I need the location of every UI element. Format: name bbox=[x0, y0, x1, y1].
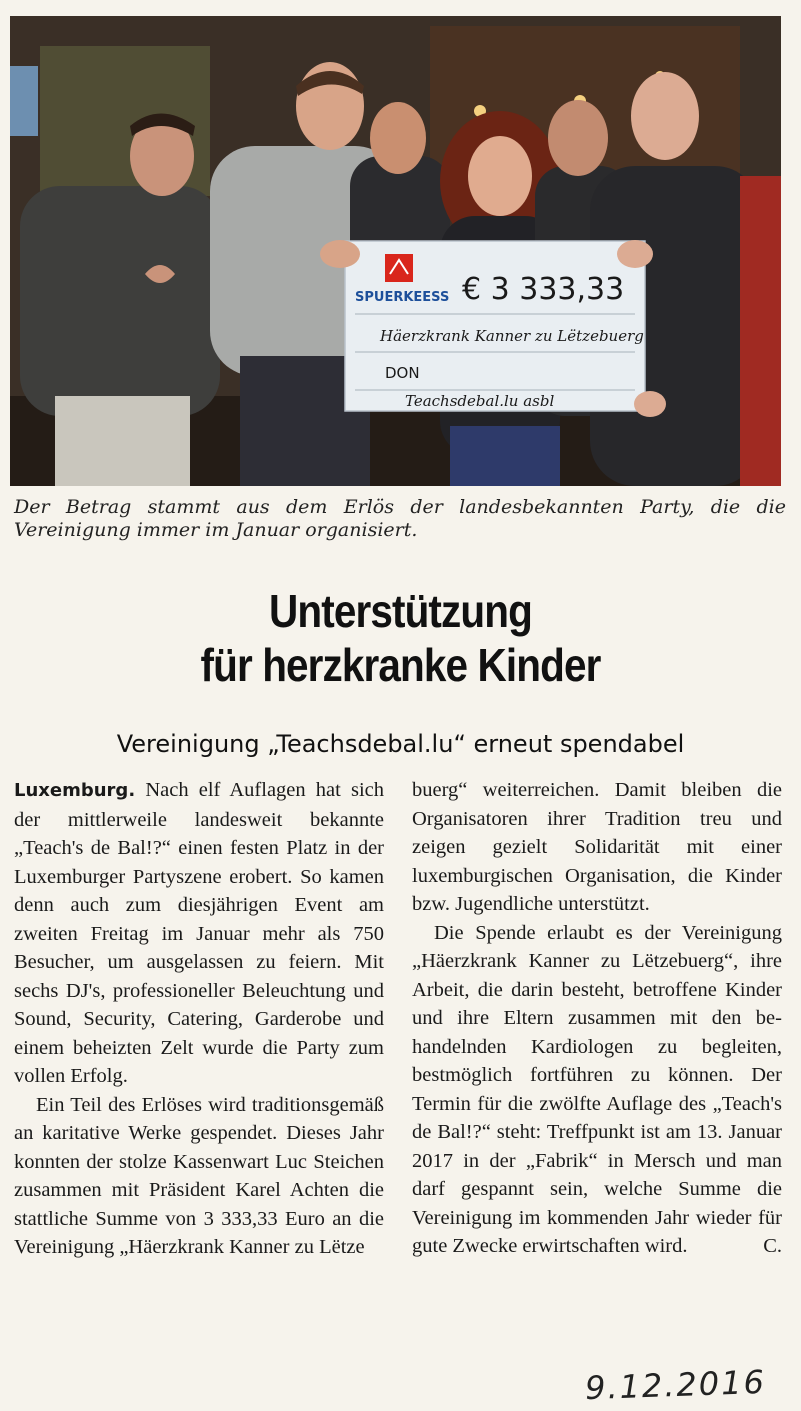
photo-caption: Der Betrag stammt aus dem Erlös der landesbekannten Party, die die Vereinigung immer im Januar organisiert. bbox=[14, 496, 786, 541]
cheque-amount: € 3 333,33 bbox=[462, 272, 625, 307]
paragraph: buerg“ weiterreichen. Damit bleiben die Organisatoren ihrer Tradition treu und zeigen gezielt Solidarität mit einer luxemburgischen Organisation, die Kinder bzw. Jugendliche unterstützt. bbox=[412, 779, 782, 915]
paragraph: Ein Teil des Erlöses wird traditionsgemäß an karitative Werke gespendet. Dieses Jahr konnten der stolze Kassenwart Luc Steichen zusammen mit Präsident Karel Achten die stattliche Summe von 3 333,33 Euro an die Vereinigung „Häerzkrank Kanner zu Lëtze bbox=[14, 1093, 384, 1258]
article-column-2 bbox=[412, 776, 782, 1261]
cheque-bank-name: SPUERKEESS bbox=[355, 290, 450, 305]
cheque-signer: Teachsdebal.lu asbl bbox=[405, 392, 555, 410]
paragraph bbox=[412, 919, 782, 1261]
article-photo bbox=[10, 16, 781, 486]
photo-illustration bbox=[10, 16, 781, 486]
author-initial: C. bbox=[763, 1235, 782, 1257]
subheadline: Vereinigung „Teachsdebal.lu“ erneut spendabel bbox=[116, 730, 685, 758]
headline-line-1: Unterstützung bbox=[269, 585, 532, 637]
dateline: Luxemburg. bbox=[14, 780, 136, 801]
article-column-1 bbox=[14, 776, 384, 1262]
cheque-payee: Häerzkrank Kanner zu Lëtzebuerg bbox=[380, 327, 644, 345]
paragraph-text: Nach elf Auflagen hat sich der mittlerweile landesweit bekannte „Teach's de Bal!?“ einen festen Platz in der Luxemburger Partyszene erobert. So kamen denn auch zum diesjährigen Event am zweiten Freitag im Januar mehr als 750 Besucher, um ausgelassen zu feiern. Mit sechs DJ's, professioneller Beleuchtung und Sound, Security, Catering, Garderobe und einem beheizten Zelt wurde die Party zum vollen Erfolg. bbox=[14, 779, 384, 1087]
cheque-memo: DON bbox=[385, 364, 420, 382]
handwritten-date: 9.12.2016 bbox=[584, 1362, 767, 1408]
paragraph-text: Die Spende erlaubt es der Vereinigung „Häerzkrank Kanner zu Lëtzebuerg“, ihre Arbeit, die darin besteht, betroffene Kinder und ihre Eltern zusammen mit den behandelnden Kardiologen zu begleiten, bestmöglich fortführen zu können. Der Termin für die zwölfte Auflage des „Teach's de Bal!?“ steht: Treffpunkt ist am 13. Januar 2017 in der „Fabrik“ in Mersch und man darf gespannt sein, welche Summe die Vereinigung im kommenden Jahr wieder für gute Zwecke erwirtschaften wird. bbox=[412, 921, 782, 1257]
paragraph bbox=[14, 776, 384, 1091]
headline bbox=[0, 584, 801, 692]
headline-line-2: für herzkranke Kinder bbox=[200, 639, 601, 691]
